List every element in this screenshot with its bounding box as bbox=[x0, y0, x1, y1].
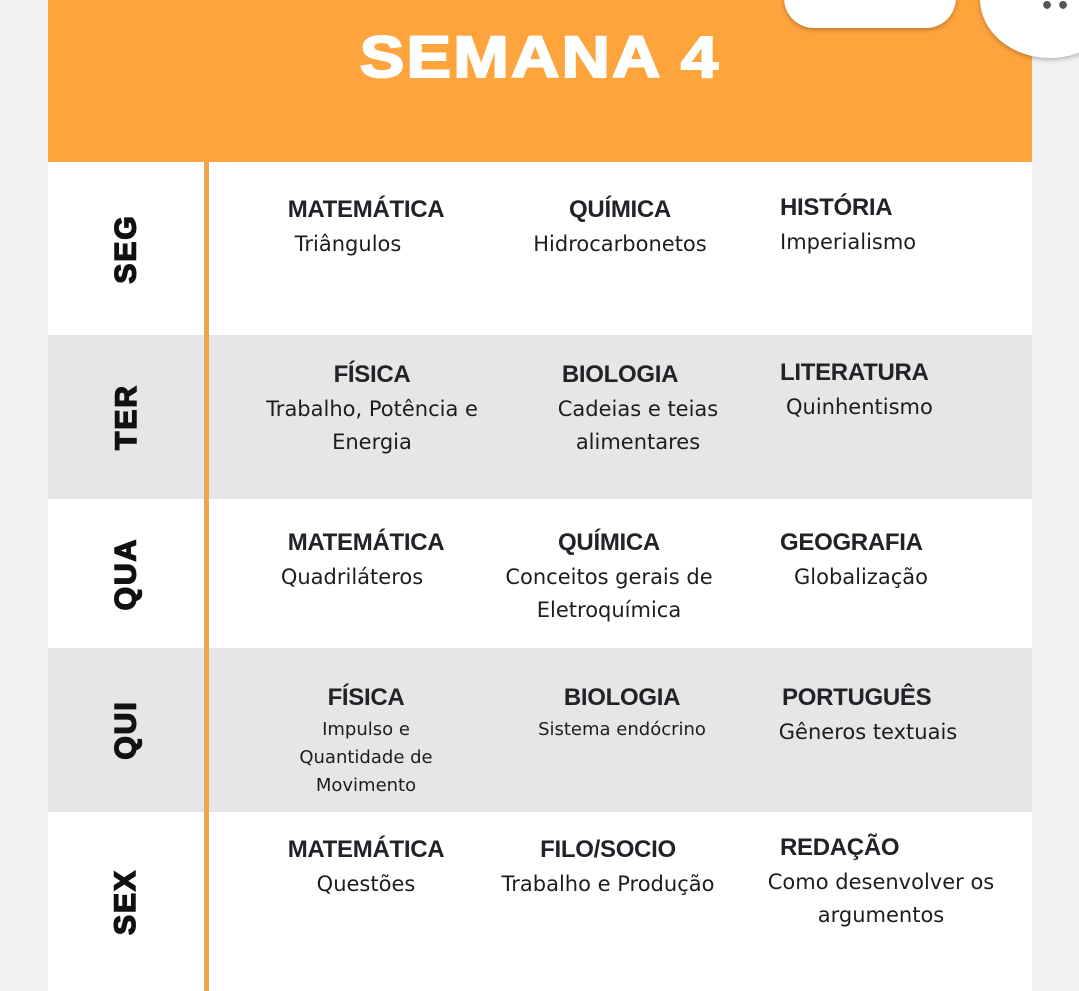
class-cell bbox=[244, 361, 500, 459]
topic-text: Gêneros textuais bbox=[778, 720, 958, 744]
class-cell bbox=[780, 359, 980, 424]
class-cell bbox=[488, 836, 728, 901]
day-row-seg bbox=[48, 162, 1032, 335]
day-label: QUA bbox=[109, 537, 143, 610]
subject-name: MATEMÁTICA bbox=[287, 529, 445, 556]
topic-text: Globalização bbox=[794, 565, 928, 589]
day-row-ter bbox=[48, 335, 1032, 499]
topic-text: Quadriláteros bbox=[280, 565, 424, 589]
subject-name: QUÍMICA bbox=[558, 529, 660, 556]
class-cell bbox=[510, 196, 730, 261]
subject-name: GEOGRAFIA bbox=[780, 529, 923, 556]
topic-text: Imperialismo bbox=[780, 230, 917, 254]
class-cell bbox=[494, 529, 724, 627]
day-label: QUI bbox=[109, 700, 143, 760]
column-divider bbox=[204, 162, 209, 991]
subject-name: FÍSICA bbox=[333, 361, 411, 388]
day-row-qui bbox=[48, 648, 1032, 812]
topic-text: Como desenvolver os argumentos bbox=[767, 870, 995, 927]
topic-text: Impulso e Quantidade de Movimento bbox=[299, 719, 433, 796]
class-cell bbox=[266, 529, 466, 594]
class-cell bbox=[780, 194, 960, 259]
subject-name: FÍSICA bbox=[327, 684, 405, 711]
subject-name: MATEMÁTICA bbox=[287, 196, 445, 223]
class-cell bbox=[762, 684, 974, 749]
topic-text: Conceitos gerais de Eletroquímica bbox=[505, 565, 713, 622]
class-cell bbox=[522, 684, 722, 744]
subject-name: QUÍMICA bbox=[569, 196, 671, 223]
subject-name: REDAÇÃO bbox=[780, 834, 900, 861]
day-label: SEX bbox=[109, 868, 143, 935]
topic-text: Sistema endócrino bbox=[538, 719, 706, 740]
subject-name: HISTÓRIA bbox=[780, 194, 893, 221]
class-cell bbox=[266, 836, 466, 901]
topic-text: Trabalho e Produção bbox=[501, 872, 715, 896]
class-cell bbox=[780, 529, 980, 594]
subject-name: BIOLOGIA bbox=[563, 684, 681, 711]
day-row-qua bbox=[48, 499, 1032, 648]
topic-text: Hidrocarbonetos bbox=[533, 232, 707, 256]
topic-text: Trabalho, Potência e Energia bbox=[266, 397, 478, 454]
subject-name: BIOLOGIA bbox=[561, 361, 679, 388]
subject-name: LITERATURA bbox=[780, 359, 929, 386]
subject-name: MATEMÁTICA bbox=[287, 836, 445, 863]
floating-pill-button[interactable] bbox=[784, 0, 956, 28]
class-cell bbox=[266, 196, 466, 261]
more-dots-icon: •• bbox=[1040, 0, 1073, 19]
class-cell bbox=[756, 834, 1006, 932]
class-cell bbox=[548, 361, 728, 459]
topic-text: Triângulos bbox=[294, 232, 402, 256]
day-row-sex bbox=[48, 812, 1032, 991]
week-title: SEMANA 4 bbox=[359, 25, 721, 90]
subject-name: FILO/SOCIO bbox=[540, 836, 676, 863]
weekly-schedule-sheet bbox=[48, 0, 1032, 991]
subject-name: PORTUGUÊS bbox=[782, 684, 932, 711]
day-label: TER bbox=[109, 384, 143, 450]
class-cell bbox=[286, 684, 446, 800]
day-label: SEG bbox=[109, 213, 143, 284]
topic-text: Cadeias e teias alimentares bbox=[557, 397, 719, 454]
topic-text: Questões bbox=[316, 872, 416, 896]
topic-text: Quinhentismo bbox=[786, 395, 933, 419]
